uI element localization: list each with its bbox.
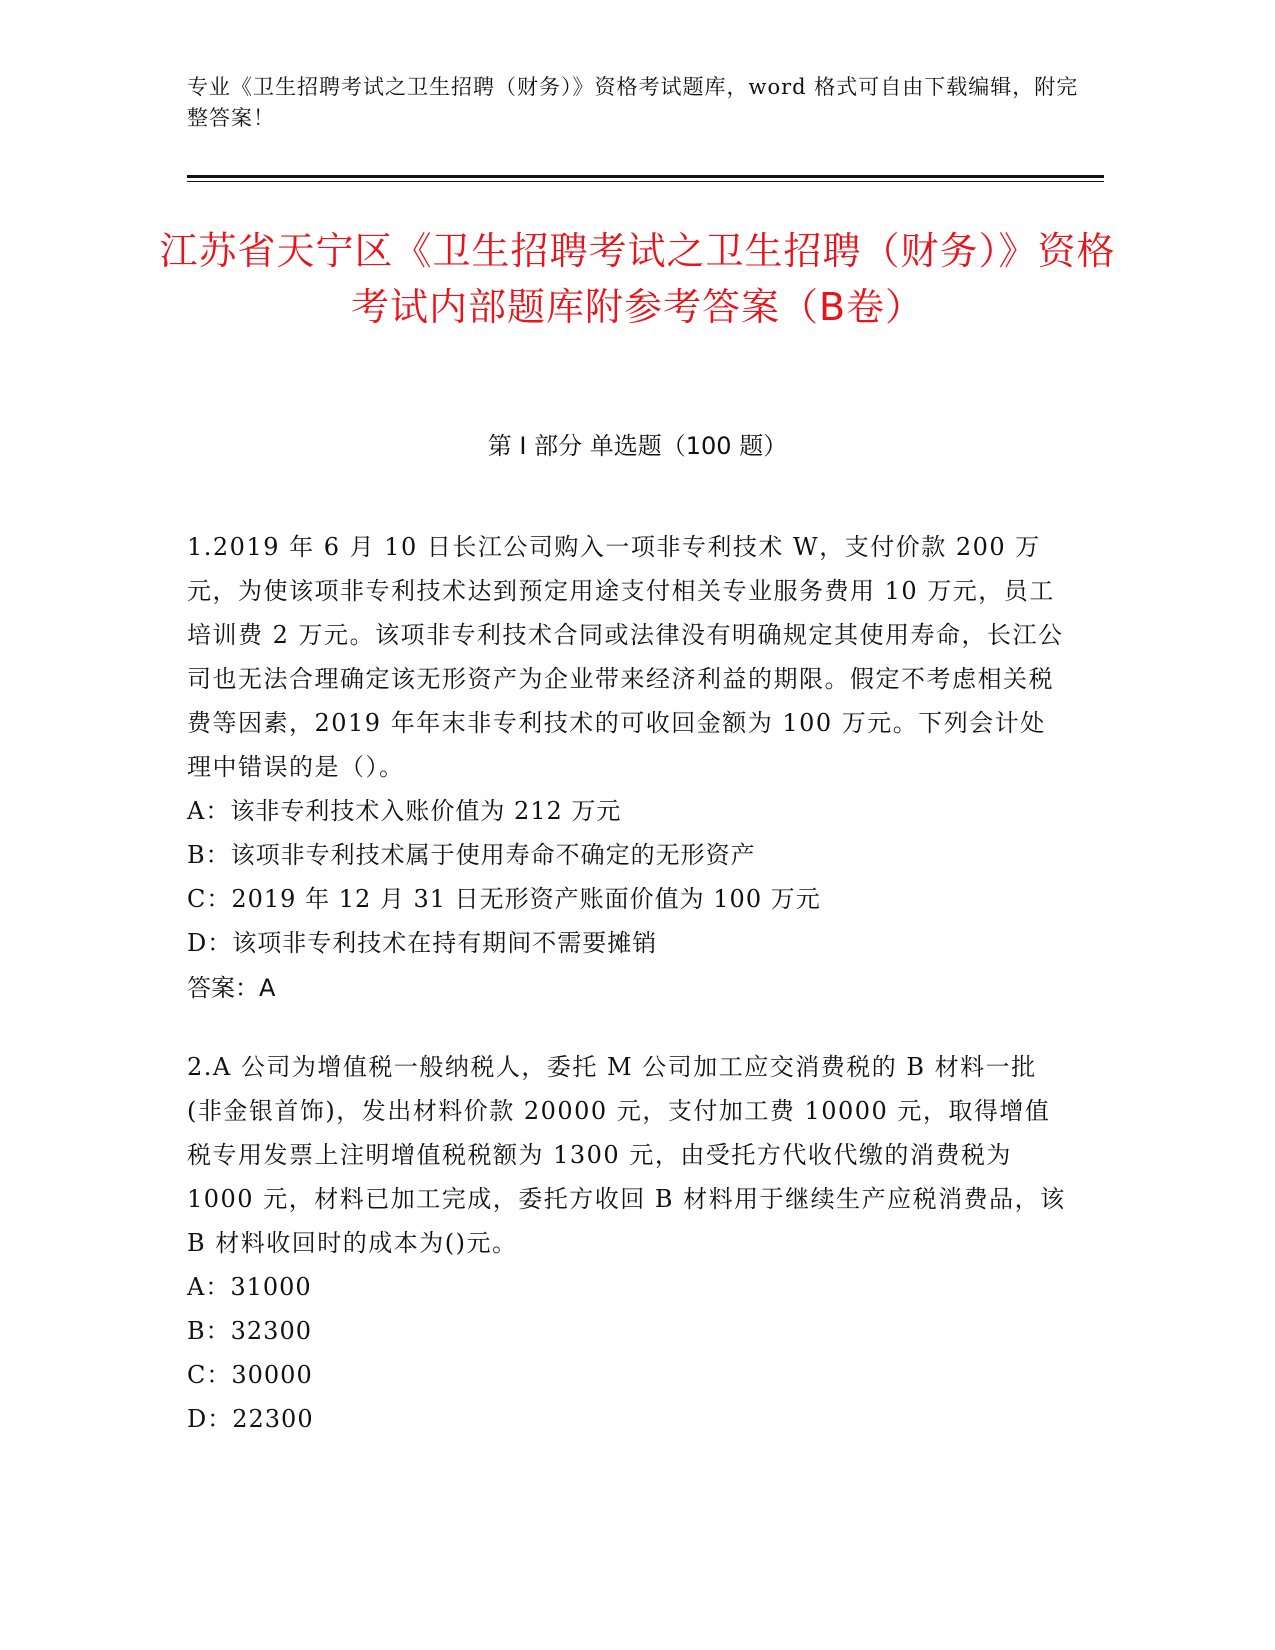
option-b: B：32300 [187, 1317, 312, 1345]
question-2 [187, 1045, 1067, 1441]
question-stem: 1.2019 年 6 月 10 日长江公司购入一项非专利技术 W，支付价款 200 万元，为使该项非专利技术达到预定用途支付相关专业服务费用 10 万元，员工培训费 2 万元。该项非专利技术合同或法律没有明确规定其使用寿命，长江公司也无法合理确定该无形资产为企业带来经济利益的期限。假定不考虑相关税费等因素，2019 年年末非专利技术的可收回金额为 100 万元。下列会计处理中错误的是（）。 [187, 533, 1064, 781]
option-d: D：22300 [187, 1405, 314, 1433]
option-a: A：31000 [187, 1273, 312, 1301]
option-a: A：该非专利技术入账价值为 212 万元 [187, 797, 622, 825]
option-d: D：该项非专利技术在持有期间不需要摊销 [187, 929, 658, 957]
option-c: C：30000 [187, 1361, 313, 1389]
option-b: B：该项非专利技术属于使用寿命不确定的无形资产 [187, 841, 756, 869]
option-c: C：2019 年 12 月 31 日无形资产账面价值为 100 万元 [187, 885, 821, 913]
section-heading: 第 I 部分 单选题（100 题） [487, 432, 788, 460]
document-title: 江苏省天宁区《卫生招聘考试之卫生招聘（财务）》资格考试内部题库附参考答案（B卷） [159, 229, 1116, 329]
answer-line: 答案：A [187, 974, 276, 1002]
header-divider-thin [187, 181, 1104, 182]
header-divider-thick [187, 175, 1104, 178]
header-note: 专业《卫生招聘考试之卫生招聘（财务）》资格考试题库，word 格式可自由下载编辑，附完整答案！ [187, 75, 1079, 130]
question-stem: 2.A 公司为增值税一般纳税人，委托 M 公司加工应交消费税的 B 材料一批(非金银首饰)，发出材料价款 20000 元，支付加工费 10000 元，取得增值税专用发票上注明增值税税额为 1300 元，由受托方代收代缴的消费税为 1000 元，材料已加工完成，委托方收回 B 材料用于继续生产应税消费品，该 B 材料收回时的成本为()元。 [187, 1053, 1066, 1257]
question-1 [187, 525, 1067, 1011]
